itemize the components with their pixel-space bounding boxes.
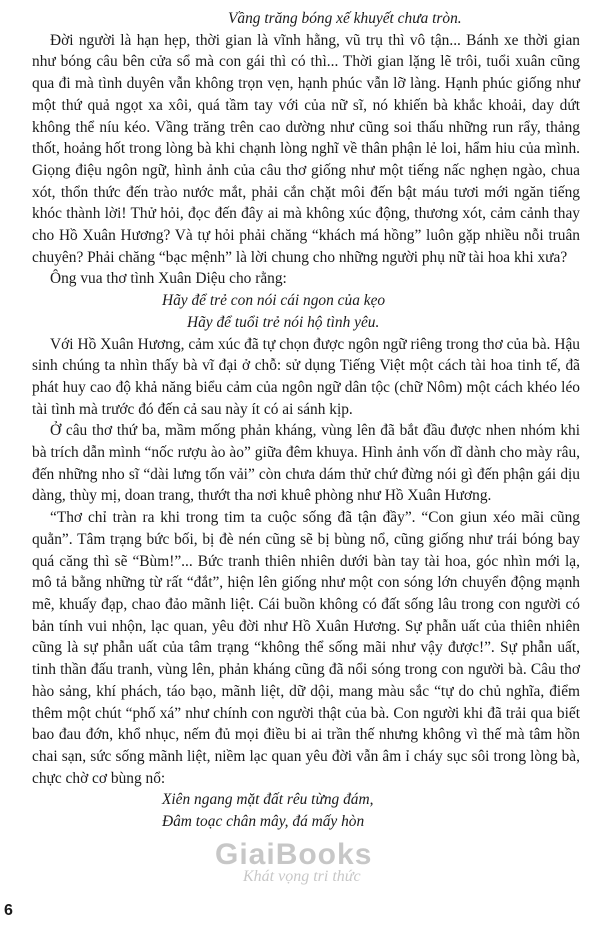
paragraph-5: “Thơ chỉ tràn ra khi trong tim ta cuộc sống đã tận đầy”. “Con giun xéo mãi cũng quằn”. Tâm trạng bức bối, bị đè nén cũng sẽ bị bùng nổ, cũng giống như trái bóng bay quá căng thì sẽ “Bùm!”... Bức tranh thiên nhiên dưới bàn tay tài hoa, góc nhìn mới lạ, mô tả bằng những từ rất “đắt”, hiện lên giống như một con sóng lớn chuyển động mạnh mẽ, khuấy đạp, chao đảo mãnh liệt. Cái buồn không có đất sống lâu trong con người có bản tính vui nhộn, lạc quan, yêu đời như Hồ Xuân Hương. Sự phẫn uất của thiên nhiên cũng là sự phẫn uất của tâm trạng “không thể sống mãi như vậy được!”. Sự phẫn uất, tinh thần đấu tranh, vùng lên, phản kháng cũng đã nổi sóng trong con người bà. Câu thơ hào sảng, khí phách, táo bạo, mãnh liệt, dữ dội, mang màu sắc “tự do chủ nghĩa, điểm thêm một chút “phố xá” như chính con người thật của bà. Con người khi đã trải qua biết bao đau đớn, khổ nhục, nếm đủ mọi điều bi ai trần thế nhưng không vì thế mà tâm hồn chai sạn, sức sống mãnh liệt, niềm lạc quan yêu đời vẫn âm ỉ cháy sục sôi trong lòng bà, chực chờ cơ bùng nổ: <box>32 509 580 787</box>
book-page-body <box>32 8 580 833</box>
paragraph-1: Đời người là hạn hẹp, thời gian là vĩnh hằng, vũ trụ thì vô tận... Bánh xe thời gian như bóng câu bên cửa sổ mà con gái thì có thì... Thời gian lặng lẽ trôi, tuổi xuân cũng qua đi mà tình duyên vẫn không trọn vẹn, hạnh phúc vẫn lỡ làng. Hạnh phúc giống như một thứ quả ngọt xa xôi, quá tầm tay với của nữ sĩ, nó khiến bà khắc khoải, day dứt không thể níu kéo. Vầng trăng trên cao dường như cũng soi thấu những run rẩy, thảng thốt, hoảng hốt trong lòng bà khi chạnh lòng nghĩ về thân phận lẻ loi, hẩm hiu của mình. Giọng điệu ngôn ngữ, hình ảnh của câu thơ giống như một tiếng nấc nghẹn ngào, chua xót, thổn thức đến trào nước mắt, phải cắn chặt môi đến bật máu tươi mới ngăn tiếng khóc thành lời! Thử hỏi, đọc đến đây ai mà không xúc động, thương xót, cảm cảnh thay cho Hồ Xuân Hương? Và tự hỏi phải chăng “khách má hồng” luôn gặp nhiều nỗi truân chuyên? Phải chăng “bạc mệnh” là lời chung cho những người phụ nữ tài hoa khi xưa? <box>32 31 580 266</box>
verse-line-2: Hãy để tuổi trẻ nói hộ tình yêu. <box>187 313 380 331</box>
verse-line-1: Hãy để trẻ con nói cái ngon của kẹo <box>162 292 386 310</box>
paragraph-4: Ở câu thơ thứ ba, mầm mống phản kháng, vùng lên đã bắt đầu được nhen nhóm khi bà trích dẫn mình “nốc rượu ào ào” giữa đêm khuya. Hình ảnh vốn dĩ dành cho mày râu, đến những nho sĩ “dài lưng tốn vải” còn chưa dám thử chứ đừng nói gì đến phận gái dịu dàng, thùy mị, doan trang, thướt tha nơi khuê phòng như Hồ Xuân Hương. <box>32 422 580 505</box>
watermark-brand: GiaiBooks <box>215 838 373 871</box>
paragraph-2: Ông vua thơ tình Xuân Diệu cho rằng: <box>50 270 287 288</box>
verse-line-4: Đâm toạc chân mây, đá mấy hòn <box>162 813 365 831</box>
verse-line-3: Xiên ngang mặt đất rêu từng đám, <box>162 791 374 809</box>
page-number: 6 <box>4 902 13 919</box>
watermark-logo <box>215 838 372 886</box>
verse-line-top: Vầng trăng bóng xế khuyết chưa tròn. <box>228 10 462 27</box>
paragraph-3: Với Hồ Xuân Hương, cảm xúc đã tự chọn được ngôn ngữ riêng trong thơ của bà. Hậu sinh chúng ta nhìn thấy bà vĩ đại ở chỗ: sử dụng Tiếng Việt một cách tài hoa tinh tế, đã phát huy cao độ khả năng biểu cảm của ngôn ngữ dân tộc (chữ Nôm) một cách khéo léo tài tình mà trước đó đến cả sau này ít có ai sánh kịp. <box>32 335 580 418</box>
watermark-tagline: Khát vọng tri thức <box>243 868 361 885</box>
